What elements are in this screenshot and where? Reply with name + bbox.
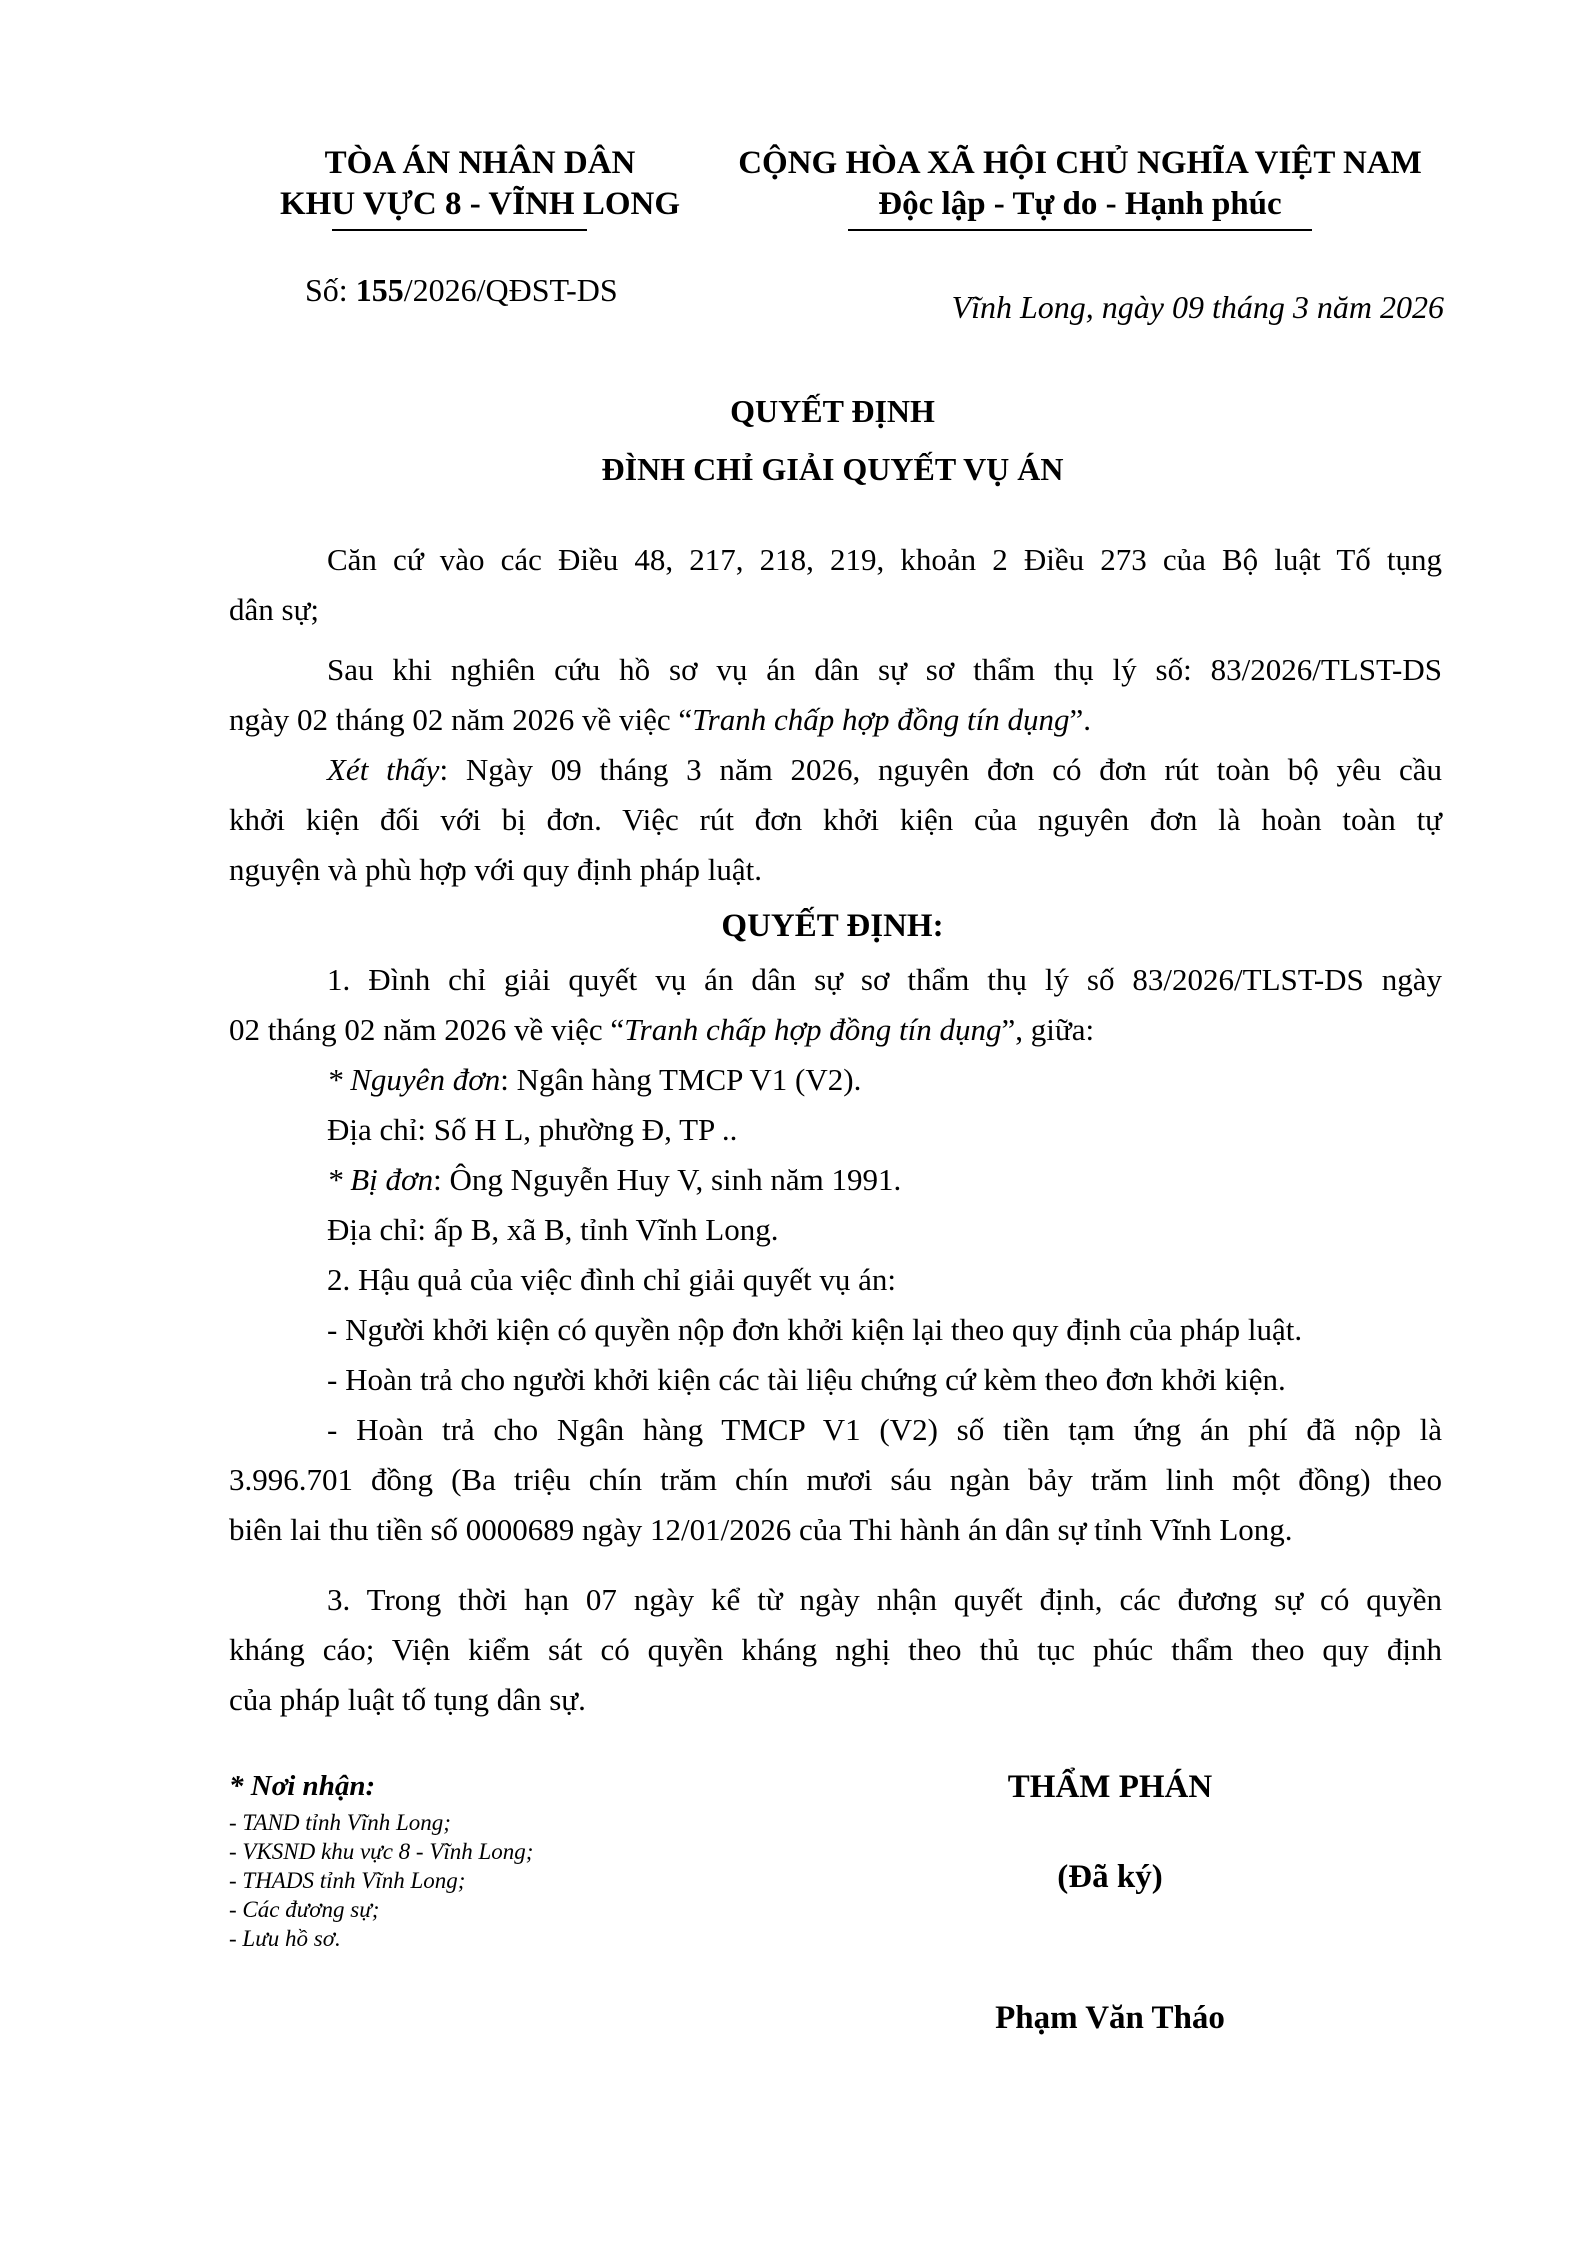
study-paragraph-cont [229,700,1442,740]
signer-role: THẨM PHÁN [1007,1769,1213,1805]
decision-item-2: 2. Hậu quả của việc đình chỉ giải quyết vụ án: [327,1262,897,1297]
recipient-item: - VKSND khu vực 8 - Vĩnh Long; [229,1839,534,1864]
defendant-address: Địa chỉ: ấp B, xã B, tỉnh Vĩnh Long. [327,1212,779,1247]
plaintiff-value: : Ngân hàng TMCP V1 (V2). [500,1062,862,1097]
decision-item-1-cont [229,1010,1442,1050]
place-date: Vĩnh Long, ngày 09 tháng 3 năm 2026 [951,289,1444,325]
court-district: KHU VỰC 8 - VĨNH LONG [280,186,680,222]
doc-subtitle: ĐÌNH CHỈ GIẢI QUYẾT VỤ ÁN [601,451,1064,487]
recipient-item: - Lưu hồ sơ. [229,1926,341,1951]
finding-paragraph [229,750,1442,790]
basis-paragraph-cont: dân sự; [229,592,319,627]
defendant-value: : Ông Nguyễn Huy V, sinh năm 1991. [433,1162,902,1197]
decision-number-bold: 155 [355,272,404,308]
national-title: CỘNG HÒA XÃ HỘI CHỦ NGHĨA VIỆT NAM [738,145,1422,181]
consequence-a: - Người khởi kiện có quyền nộp đơn khởi kiện lại theo quy định của pháp luật. [327,1312,1303,1347]
decision-text: 02 tháng 02 năm 2026 về việc “ [229,1012,625,1047]
defendant [229,1160,1442,1200]
finding-label: Xét thấy [327,752,440,787]
consequence-c-end: biên lai thu tiền số 0000689 ngày 12/01/2026 của Thi hành án dân sự tỉnh Vĩnh Long. [229,1512,1293,1547]
recipients-title: * Nơi nhận: [229,1770,376,1802]
court-name: TÒA ÁN NHÂN DÂN [324,145,636,181]
case-type-repeat: Tranh chấp hợp đồng tín dụng [624,1012,1002,1047]
plaintiff-label: * Nguyên đơn [327,1062,501,1097]
decision-number-prefix: Số: [305,272,356,308]
doc-title: QUYẾT ĐỊNH [730,393,935,429]
recipient-item: - THADS tỉnh Vĩnh Long; [229,1868,466,1893]
national-motto: Độc lập - Tự do - Hạnh phúc [878,186,1282,222]
plaintiff [229,1060,1442,1100]
consequence-c-cont: 3.996.701 đồng (Ba triệu chín trăm chín mươi sáu ngàn bảy trăm linh một đồng) theo [229,1462,1442,1497]
decision-item-3-end: của pháp luật tố tụng dân sự. [229,1682,586,1717]
finding-paragraph-cont: khởi kiện đối với bị đơn. Việc rút đơn khởi kiện của nguyên đơn là hoàn toàn tự [229,802,1442,837]
finding-text: : Ngày 09 tháng 3 năm 2026, nguyên đơn có đơn rút toàn bộ yêu cầu [439,752,1442,787]
decision-item-3-cont: kháng cáo; Viện kiểm sát có quyền kháng nghị theo thủ tục phúc thẩm theo quy định [229,1632,1442,1667]
recipient-item: - Các đương sự; [229,1897,380,1922]
consequence-c: - Hoàn trả cho Ngân hàng TMCP V1 (V2) số tiền tạm ứng án phí đã nộp là [327,1412,1442,1447]
decision-item-1: 1. Đình chỉ giải quyết vụ án dân sự sơ thẩm thụ lý số 83/2026/TLST-DS ngày [327,962,1442,997]
decision-heading: QUYẾT ĐỊNH: [721,908,944,944]
left-header-underline [332,229,587,231]
basis-paragraph: Căn cứ vào các Điều 48, 217, 218, 219, khoản 2 Điều 273 của Bộ luật Tố tụng [327,542,1442,577]
signed-status: (Đã ký) [1057,1859,1163,1895]
defendant-label: * Bị đơn [327,1162,434,1197]
recipient-item: - TAND tỉnh Vĩnh Long; [229,1810,451,1835]
decision-number-suffix: /2026/QĐST-DS [403,272,618,308]
right-header-underline [848,229,1312,231]
decision-number [305,270,618,310]
study-text: ngày 02 tháng 02 năm 2026 về việc “ [229,702,693,737]
decision-item-3: 3. Trong thời hạn 07 ngày kể từ ngày nhận quyết định, các đương sự có quyền [327,1582,1442,1617]
signer-name: Phạm Văn Tháo [995,2000,1225,2036]
decision-text-end: ”, giữa: [1001,1012,1095,1047]
finding-paragraph-end: nguyện và phù hợp với quy định pháp luật. [229,852,763,887]
study-paragraph: Sau khi nghiên cứu hồ sơ vụ án dân sự sơ thẩm thụ lý số: 83/2026/TLST-DS [327,652,1442,687]
study-text-end: ”. [1069,702,1092,737]
plaintiff-address: Địa chỉ: Số H L, phường Đ, TP .. [327,1112,738,1147]
consequence-b: - Hoàn trả cho người khởi kiện các tài liệu chứng cứ kèm theo đơn khởi kiện. [327,1362,1286,1397]
case-type: Tranh chấp hợp đồng tín dụng [692,702,1070,737]
